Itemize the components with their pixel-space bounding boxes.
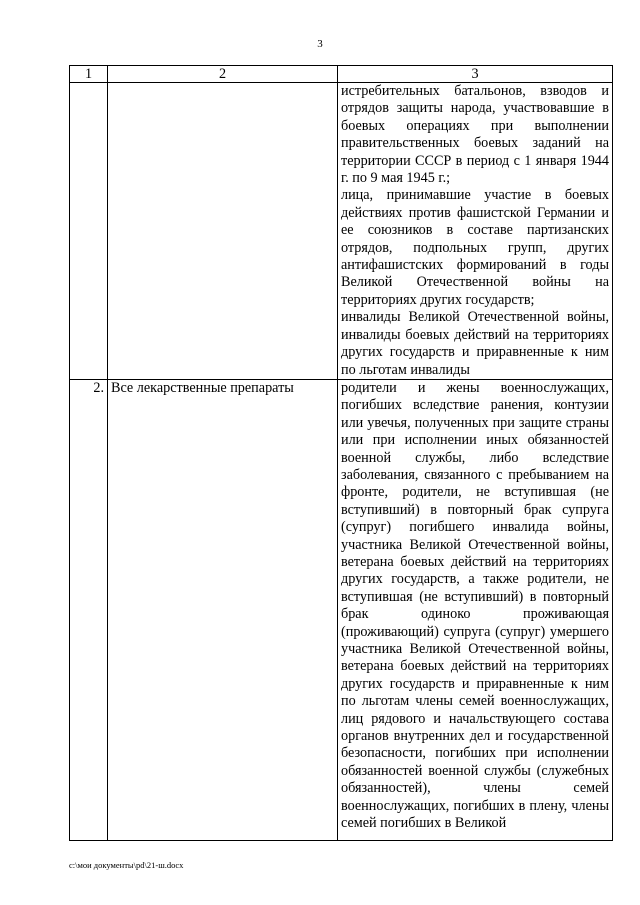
page-number: 3 — [317, 38, 323, 50]
file-path-footer: c:\мои документы\pd\21-ш.docx — [69, 860, 184, 870]
row-number: 2. — [70, 379, 108, 840]
row-number — [70, 83, 108, 380]
beneficiary-paragraph: инвалиды Великой Отечественной войны, инвалиды боевых действий на территориях других государств и приравненные к ним по льготам инвалиды — [341, 309, 609, 378]
beneficiary-paragraph: лица, принимавшие участие в боевых действиях против фашистской Германии и ее союзников в составе партизанских отрядов, подпольных групп, других антифашистских формирований в годы Великой Отечественной войны на территориях других государств; — [341, 187, 609, 308]
beneficiary-paragraph: истребительных батальонов, взводов и отрядов защиты народа, участвовавшие в боевых операциях при выполнении правительственных боевых заданий на территории СССР в период с 1 января 1944 г. по 9 мая 1945 г.; — [341, 83, 609, 187]
row-beneficiaries — [338, 379, 613, 840]
table-row — [70, 379, 613, 840]
header-col-1: 1 — [70, 66, 108, 83]
header-col-3: 3 — [338, 66, 613, 83]
header-col-2: 2 — [108, 66, 338, 83]
benefits-table — [69, 65, 613, 841]
table-header-row — [70, 66, 613, 83]
beneficiary-paragraph: родители и жены военнослужащих, погибших вследствие ранения, контузии или увечья, полученных при защите страны или при исполнении иных обязанностей военной службы, либо вследствие заболевания, связанного с пребыванием на фронте, родители, не вступившая (не вступивший) в повторный брак супруга (супруг) погибшего инвалида войны, участника Великой Отечественной войны, ветерана боевых действий на территориях других государств, а также родители, не вступившая (не вступивший) в повторный брак одиноко проживающая (проживающий) супруга (супруг) умершего участника Великой Отечественной войны, ветерана боевых действий на территориях других государств и приравненные к ним по льготам члены семей военнослужащих, лиц рядового и начальствующего состава органов внутренних дел и государственной безопасности, погибших при исполнении обязанностей военной службы (служебных обязанностей), члены семей военнослужащих, погибших в плену, члены семей погибших в Великой — [341, 379, 609, 832]
row-item — [108, 83, 338, 380]
table-row — [70, 83, 613, 380]
row-beneficiaries — [338, 83, 613, 380]
row-item: Все лекарственные препараты — [108, 379, 338, 840]
